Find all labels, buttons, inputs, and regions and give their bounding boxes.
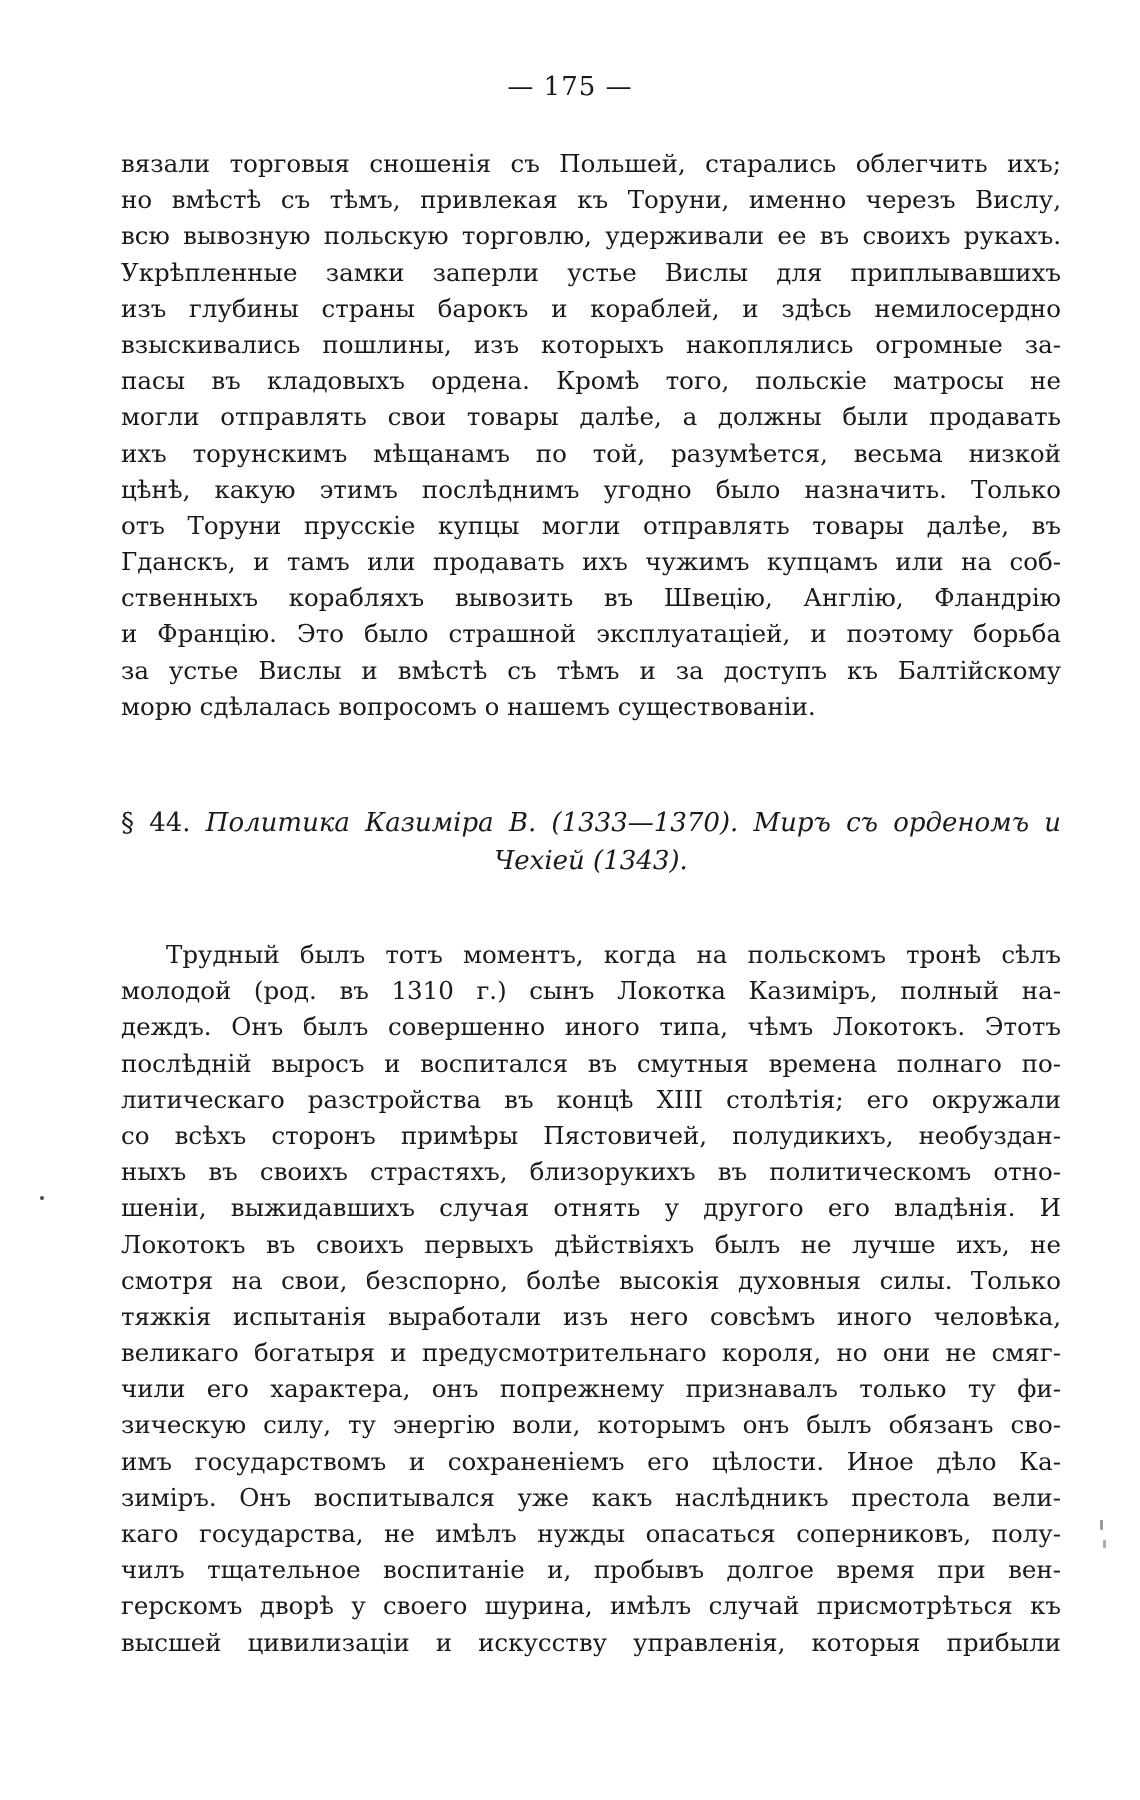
text-line: всю вывозную польскую торговлю, удерживали ее въ своихъ рукахъ. (121, 221, 1061, 251)
text-line: ственныхъ корабляхъ вывозить въ Швецію, Англію, Фландрію (121, 583, 1061, 613)
text-line: цѣнѣ, какую этимъ послѣднимъ угодно было назначить. Только (121, 474, 1061, 504)
text-line: со всѣхъ сторонъ примѣры Пястовичей, полудикихъ, необуздан- (121, 1120, 1061, 1150)
text-line: герскомъ дворѣ у своего шурина, имѣлъ случай присмотрѣться къ (121, 1591, 1061, 1621)
text-line: ихъ торунскимъ мѣщанамъ по той, разумѣется, весьма низкой (121, 438, 1061, 468)
text-line: великаго богатыря и предусмотрительнаго короля, но они не смяг- (121, 1338, 1061, 1368)
text-line: послѣдній выросъ и воспитался въ смутныя времена полнаго по- (121, 1048, 1061, 1078)
text-line: отъ Торуни прусскіе купцы могли отправлять товары далѣе, въ (121, 510, 1061, 540)
text-line: взыскивались пошлины, изъ которыхъ накоплялись огромные за- (121, 329, 1061, 359)
text-line: Укрѣпленные замки заперли устье Вислы для приплывавшихъ (121, 257, 1061, 287)
text-line: за устье Вислы и вмѣстѣ съ тѣмъ и за доступъ къ Балтійскому (121, 655, 1061, 685)
text-line: чили его характера, онъ попрежнему признавалъ только ту фи- (121, 1374, 1061, 1404)
text-line: шеніи, выжидавшихъ случая отнять у другого его владѣнія. И (121, 1193, 1061, 1223)
text-line: Локотокъ въ своихъ первыхъ дѣйствіяхъ былъ не лучше ихъ, не (121, 1229, 1061, 1259)
text-line: могли отправлять свои товары далѣе, а должны были продавать (121, 402, 1061, 432)
text-line: Трудный былъ тотъ моментъ, когда на польскомъ тронѣ сѣлъ (166, 940, 1061, 969)
text-line: морю сдѣлалась вопросомъ о нашемъ существованіи. (121, 691, 816, 721)
text-line: но вмѣстѣ съ тѣмъ, привлекая къ Торуни, именно черезъ Вислу, (121, 185, 1061, 215)
paper-speck (40, 1196, 44, 1200)
text-line: имъ государствомъ и сохраненіемъ его цѣлости. Иное дѣло Ка- (121, 1446, 1061, 1476)
text-line: вязали торговыя сношенія съ Польшей, старались облегчить ихъ; (121, 149, 1061, 178)
paper-speck (1103, 1540, 1106, 1548)
section-number: § 44. (121, 808, 191, 838)
text-line: высшей цивилизаціи и искусству управленія, которыя прибыли (121, 1627, 1061, 1657)
text-line: пасы въ кладовыхъ ордена. Кромѣ того, польскіе матросы не (121, 366, 1061, 396)
text-line: ныхъ въ своихъ страстяхъ, близорукихъ въ политическомъ отно- (121, 1157, 1061, 1187)
text-line: изъ глубины страны барокъ и кораблей, и здѣсь немилосердно (121, 293, 1061, 323)
section-heading (121, 804, 1061, 880)
text-line: каго государства, не имѣлъ нужды опасаться соперниковъ, полу- (121, 1519, 1061, 1548)
text-line: зиміръ. Онъ воспитывался уже какъ наслѣдникъ престола вели- (121, 1482, 1061, 1512)
text-line: тяжкія испытанія выработали изъ него совсѣмъ иного человѣка, (121, 1301, 1061, 1331)
text-line: зическую силу, ту энергію воли, которымъ онъ былъ обязанъ сво- (121, 1410, 1061, 1440)
text-line: Гданскъ, и тамъ или продавать ихъ чужимъ купцамъ или на соб- (121, 547, 1061, 577)
section-title: Политика Казиміра В. (1333—1370). Миръ съ орденомъ и (205, 808, 1061, 838)
text-line: деждъ. Онъ былъ совершенно иного типа, чѣмъ Локотокъ. Этотъ (121, 1012, 1061, 1042)
text-line: смотря на свои, безспорно, болѣе высокія духовныя силы. Только (121, 1265, 1061, 1295)
paragraph-continued (121, 146, 1061, 725)
paragraph-section-44 (121, 937, 1061, 1661)
section-heading-line-2: Чехіей (1343). (494, 846, 688, 876)
paper-speck (1100, 1520, 1103, 1530)
text-line: чилъ тщательное воспитаніе и, пробывъ долгое время при вен- (121, 1555, 1061, 1585)
text-line: молодой (род. въ 1310 г.) сынъ Локотка Казиміръ, полный на- (121, 976, 1061, 1006)
text-line: и Францію. Это было страшной эксплуатаціей, и поэтому борьба (121, 619, 1061, 649)
section-heading-line-1 (121, 804, 1061, 842)
text-line: литическаго разстройства въ концѣ XIII столѣтія; его окружали (121, 1084, 1061, 1114)
page-number: — 175 — (507, 72, 633, 102)
